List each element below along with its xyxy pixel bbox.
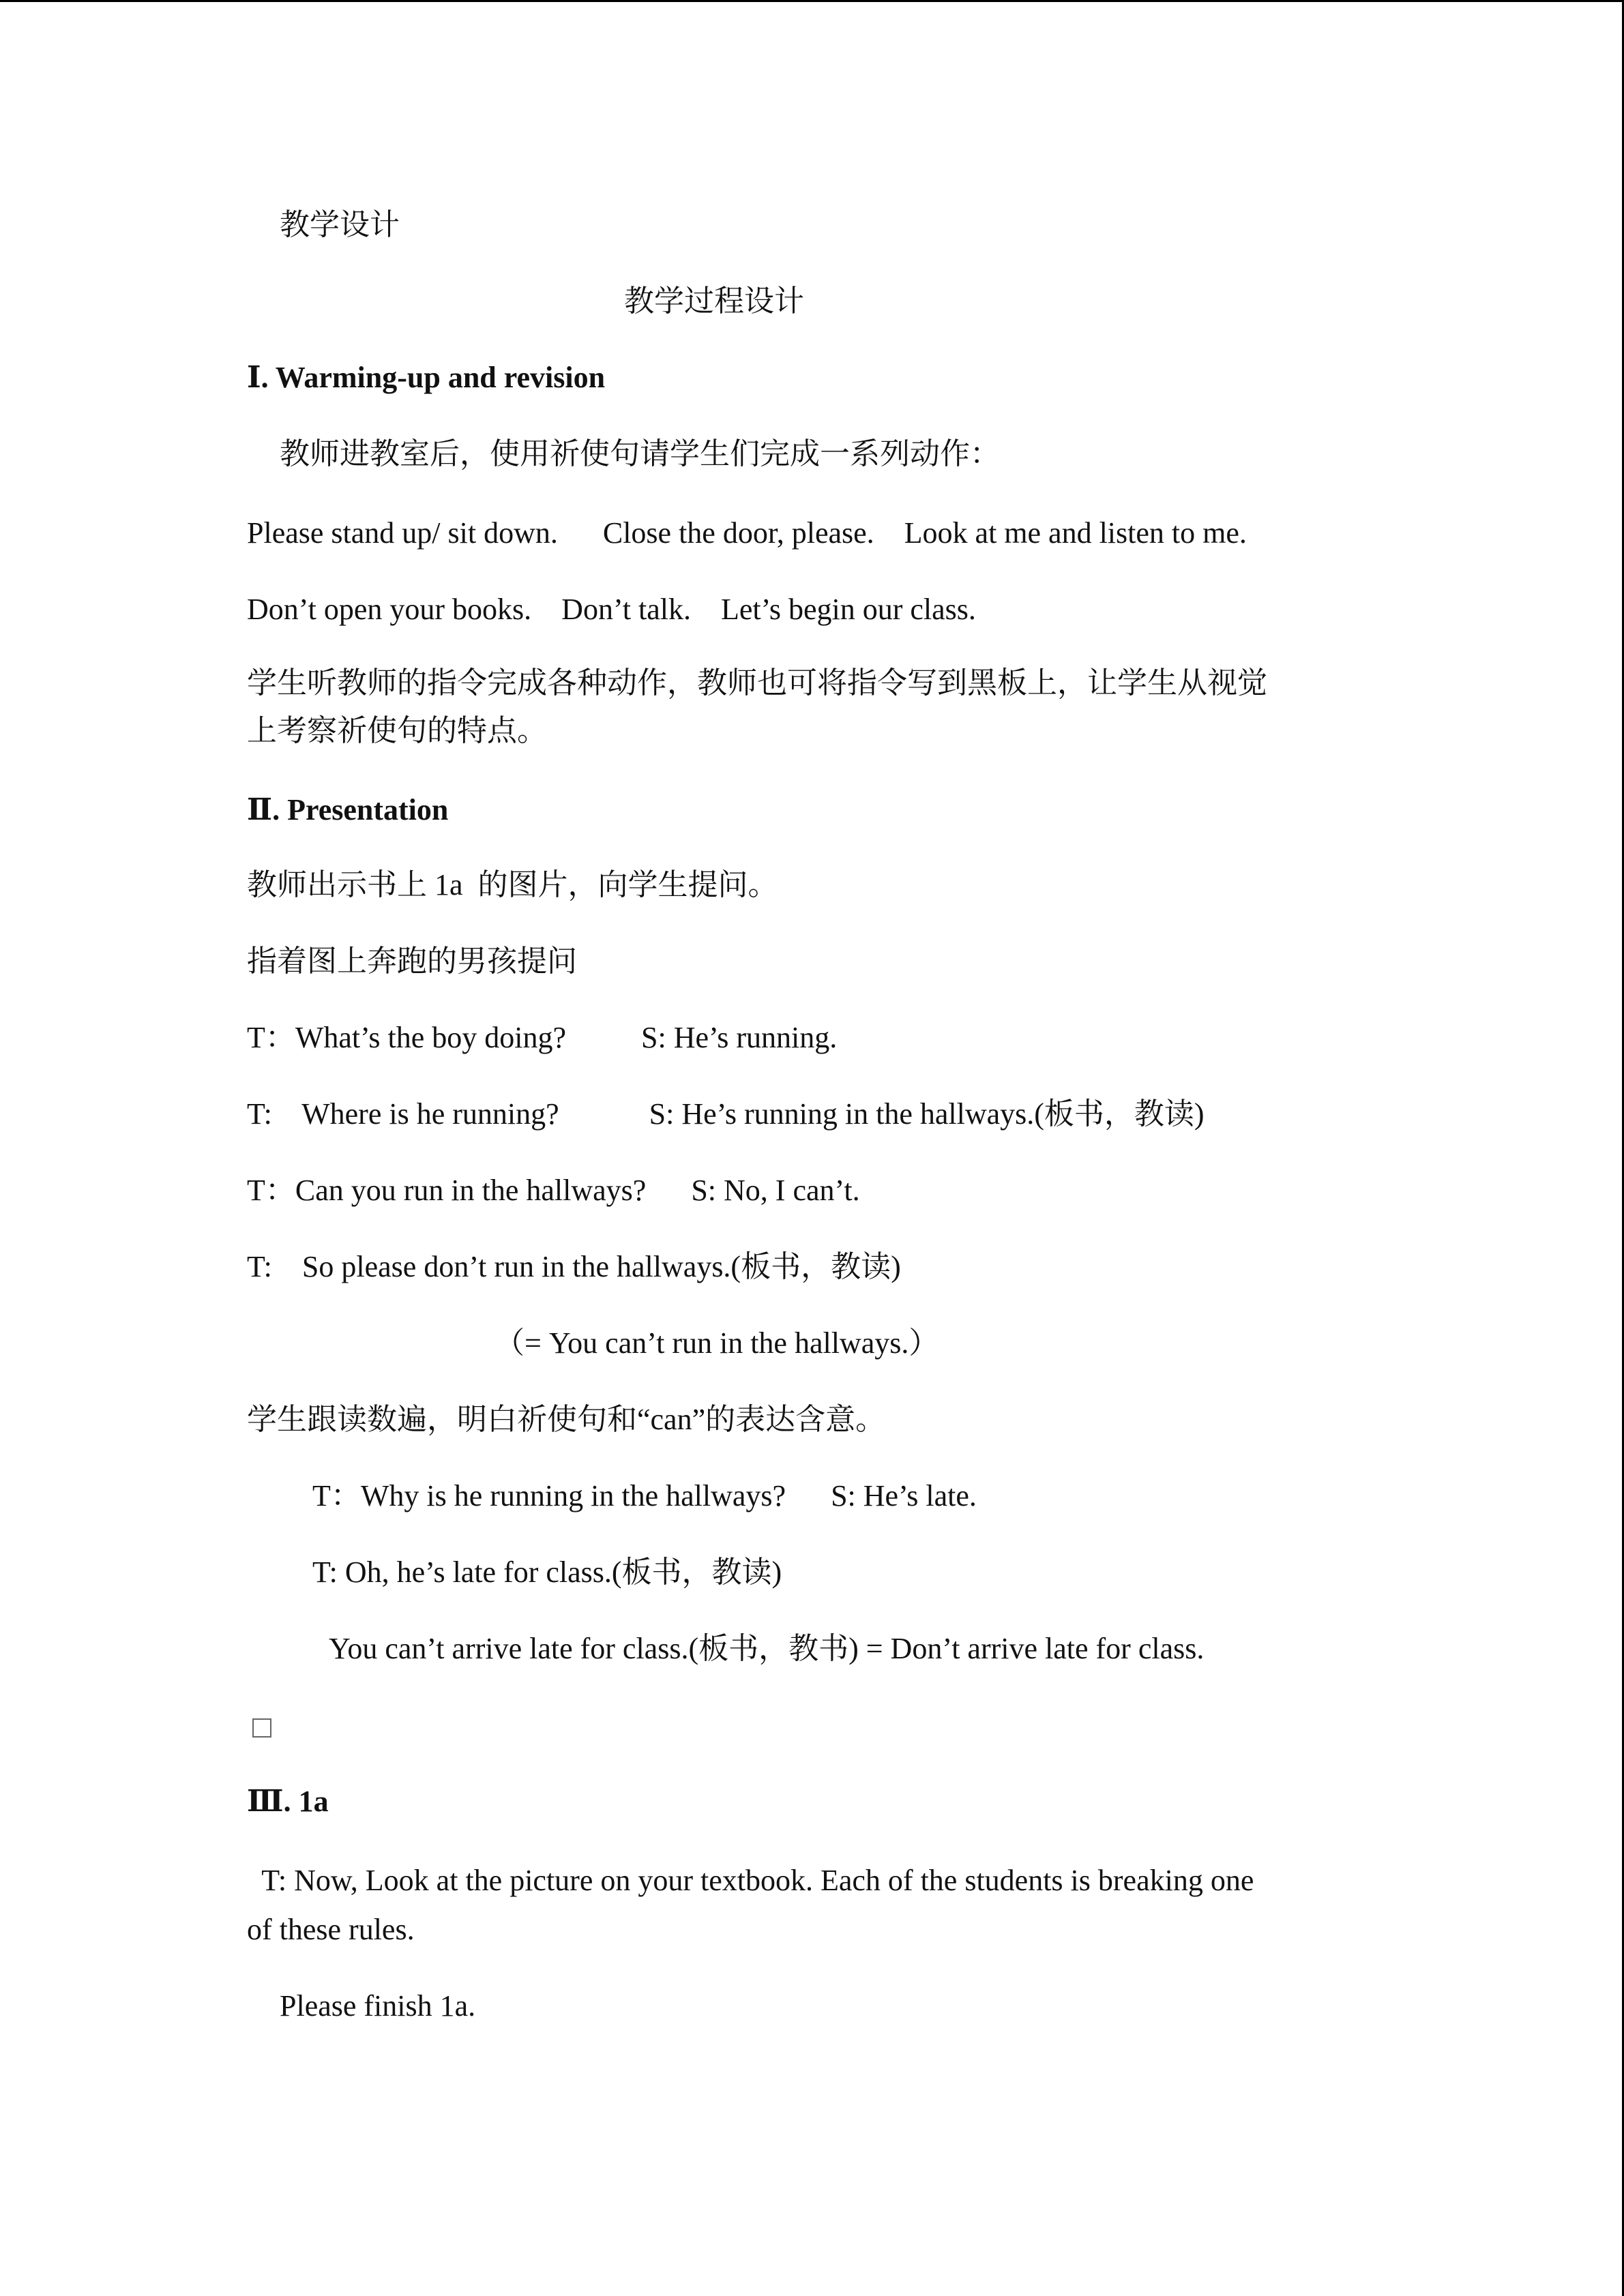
section-3-paragraph-2: Please finish 1a. — [280, 1989, 476, 2023]
section-3-paragraph-line-1: T: Now, Look at the picture on your textbook. Each of the students is breaking one — [247, 1864, 1254, 1897]
doc-subtitle: 教学过程设计 — [624, 284, 804, 318]
page-top-border — [0, 0, 1624, 2]
dialogue-line-5: （= You can’t run in the hallways.） — [494, 1326, 939, 1360]
section-1-intro: 教师进教室后，使用祈使句请学生们完成一系列动作： — [280, 437, 1000, 471]
section-3-paragraph-line-2: of these rules. — [247, 1913, 415, 1946]
section-2-title: Ⅱ. Presentation — [247, 793, 449, 826]
dialogue-line-1: T：What’s the boy doing? S: He’s running. — [247, 1021, 838, 1054]
dialogue-line-7: T: Oh, he’s late for class.(板书，教读) — [312, 1555, 782, 1589]
empty-checkbox[interactable] — [252, 1718, 271, 1738]
doc-heading: 教学设计 — [280, 208, 400, 241]
dialogue-line-2: T: Where is he running? S: He’s running in the hallways.(板书，教读) — [247, 1097, 1205, 1131]
section-1-note-line-1: 学生听教师的指令完成各种动作，教师也可将指令写到黑板上，让学生从视觉 — [247, 666, 1267, 700]
commands-line-1: Please stand up/ sit down. Close the door, please. Look at me and listen to me. — [247, 516, 1247, 550]
dialogue-line-4: T: So please don’t run in the hallways.(板书，教读) — [247, 1250, 901, 1283]
section-1-title: Ⅰ. Warming-up and revision — [247, 361, 606, 394]
presentation-paragraph-3: 学生跟读数遍，明白祈使句和“can”的表达含意。 — [247, 1403, 886, 1436]
dialogue-line-8: You can’t arrive late for class.(板书，教书) = Don’t arrive late for class. — [329, 1632, 1205, 1665]
section-3-title: Ⅲ. 1a — [247, 1785, 329, 1818]
dialogue-line-6: T：Why is he running in the hallways? S: He’s late. — [312, 1479, 977, 1512]
commands-line-2: Don’t open your books. Don’t talk. Let’s begin our class. — [247, 593, 976, 626]
presentation-paragraph-2: 指着图上奔跑的男孩提问 — [247, 944, 577, 978]
section-1-note-line-2: 上考察祈使句的特点。 — [247, 714, 547, 747]
presentation-paragraph-1: 教师出示书上 1a 的图片，向学生提问。 — [247, 868, 778, 901]
dialogue-line-3: T：Can you run in the hallways? S: No, I can’t. — [247, 1174, 860, 1207]
